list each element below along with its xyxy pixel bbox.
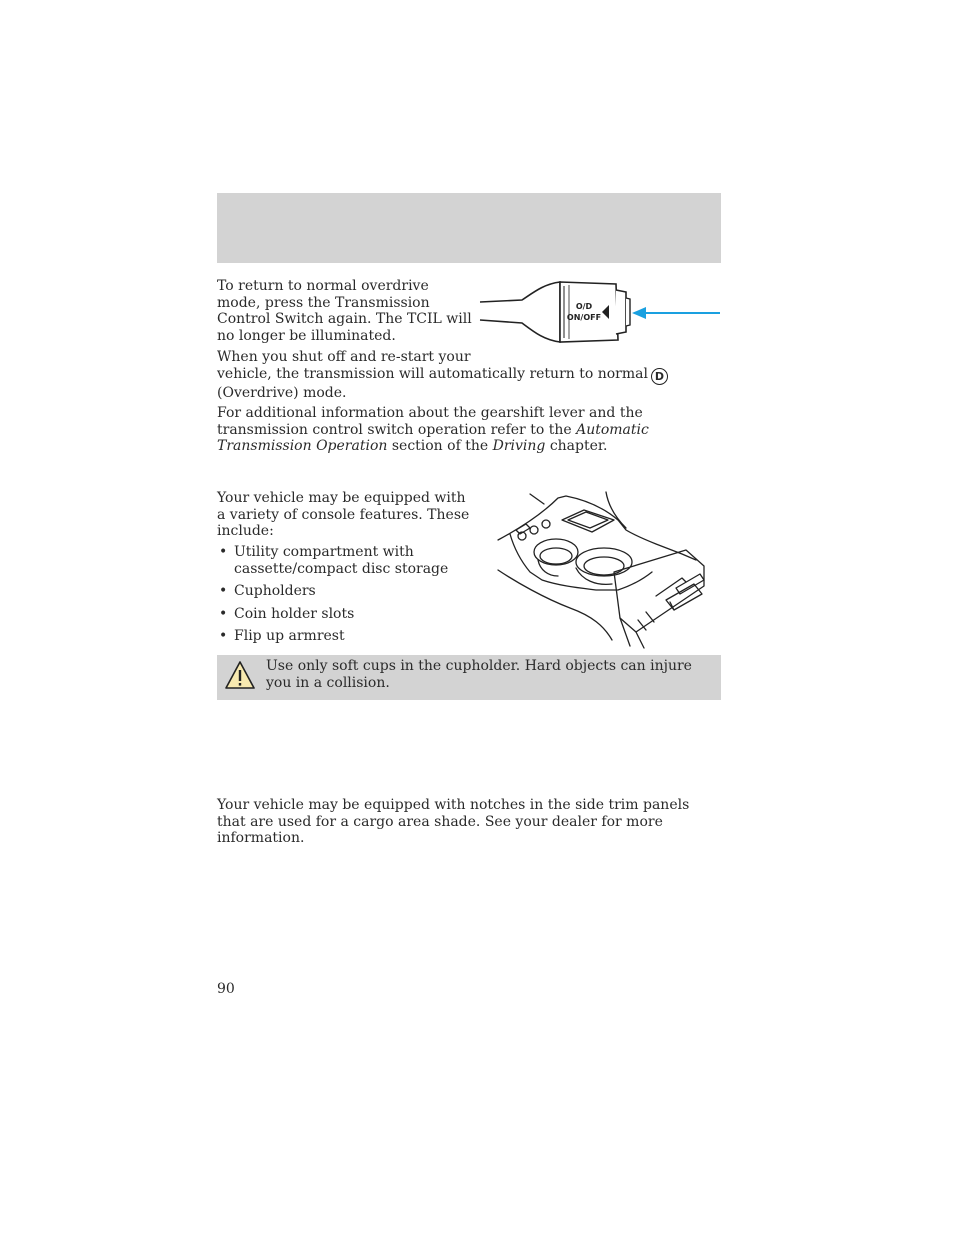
warning-text: Use only soft cups in the cupholder. Hard objects can injure you in a collision.	[266, 658, 692, 691]
cargo-shade-paragraph: Your vehicle may be equipped with notches in the side trim panels that are used for a cargo area shade. See your dealer for more information.	[217, 797, 690, 846]
overdrive-return-paragraph: To return to normal overdrive mode, press the Transmission Control Switch again. The TCIL will no longer be illuminated.	[217, 278, 472, 344]
switch-label-od: O/D	[575, 302, 593, 311]
switch-label-onoff: ON/OFF	[566, 313, 602, 322]
console-intro-paragraph: Your vehicle may be equipped with a variety of console features. These include:	[217, 490, 470, 539]
overdrive-d-icon: D	[651, 368, 668, 385]
cupholder-warning-box	[217, 655, 721, 700]
transmission-switch-illustration	[476, 278, 722, 346]
list-item: • Cupholders	[219, 583, 316, 599]
warning-triangle-icon	[224, 660, 256, 690]
arrow-head-icon	[632, 307, 646, 319]
console-illustration	[496, 490, 708, 650]
page-number: 90	[217, 981, 235, 997]
more-info-paragraph: For additional information about the gearshift lever and the transmission control switch operation refer to the Automatic Transmission Operation section of the Driving chapter.	[217, 405, 649, 454]
list-item: • Utility compartment with cassette/compact disc storage	[219, 544, 449, 577]
section-header-band	[217, 193, 721, 263]
overdrive-restart-paragraph: When you shut off and re-start your vehicle, the transmission will automatically return to normal D (Overdrive) mode.	[217, 349, 721, 401]
console-feature-list	[217, 544, 477, 651]
list-item: • Coin holder slots	[219, 605, 355, 622]
list-item: • Flip up armrest	[219, 628, 345, 644]
